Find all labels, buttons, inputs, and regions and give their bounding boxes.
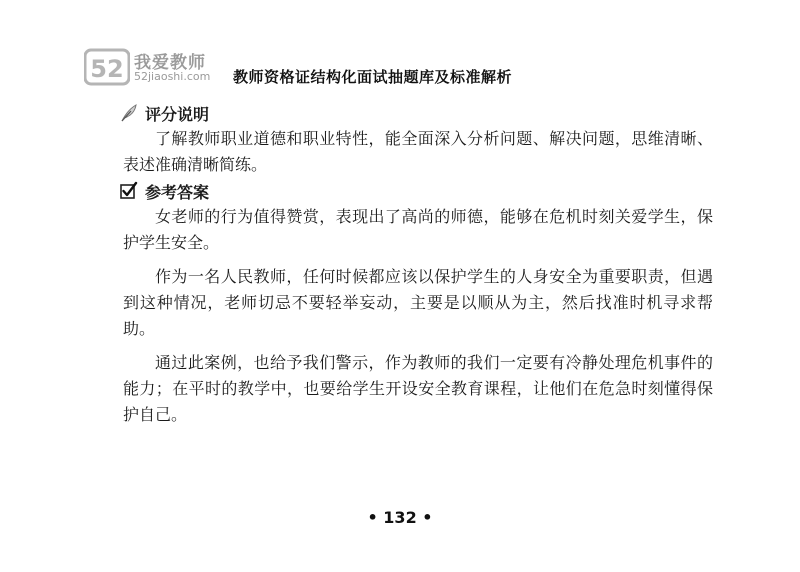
answer-paragraph: 女老师的行为值得赞赏，表现出了高尚的师德，能够在危机时刻关爱学生，保护学生安全。 xyxy=(123,207,713,252)
feather-icon xyxy=(119,103,139,123)
scoring-heading xyxy=(119,100,713,126)
page-content xyxy=(123,100,713,428)
book-title: 教师资格证结构化面试抽题库及标准解析 xyxy=(233,68,513,86)
logo-url: 52jiaoshi.com xyxy=(134,70,211,83)
answer-heading-label: 参考答案 xyxy=(145,182,210,202)
logo-mark-text: 52 xyxy=(90,55,124,83)
answer-paragraph: 通过此案例，也给予我们警示，作为教师的我们一定要有冷静处理危机事件的能力；在平时的教学中，也要给学生开设安全教育课程，让他们在危急时刻懂得保护自己。 xyxy=(123,353,713,424)
checkbox-icon xyxy=(119,181,139,201)
answer-heading xyxy=(119,178,713,204)
page-header xyxy=(78,44,738,94)
answer-paragraph: 作为一名人民教师，任何时候都应该以保护学生的人身安全为重要职责，但遇到这种情况，老师切忌不要轻举妄动，主要是以顺从为主，然后找准时机寻求帮助。 xyxy=(123,267,713,338)
logo-icon xyxy=(84,48,130,86)
scoring-text: 了解教师职业道德和职业特性，能全面深入分析问题、解决问题，思维清晰、表述准确清晰简练。 xyxy=(123,129,713,174)
page-number: • 132 • xyxy=(367,508,433,527)
logo-title: 我爱教师 xyxy=(134,53,206,73)
scoring-heading-label: 评分说明 xyxy=(145,104,210,124)
